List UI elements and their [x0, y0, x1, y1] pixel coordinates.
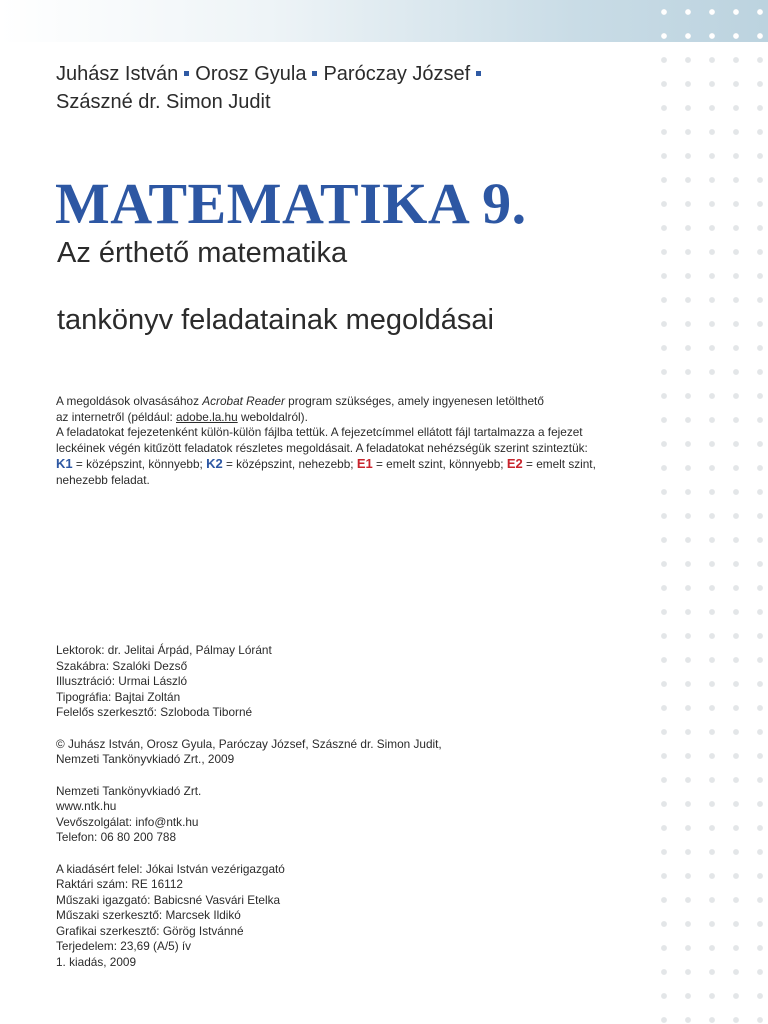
adobe-link[interactable]: adobe.la.hu — [176, 409, 238, 424]
imprint-line: Grafikai szerkesztő: Görög Istvánné — [56, 923, 244, 938]
level-k2-label: K2 — [206, 456, 223, 471]
credit-line: Szakábra: Szalóki Dezső — [56, 658, 188, 673]
author-name: Szászné dr. Simon Judit — [56, 91, 271, 113]
credit-line: Lektorok: dr. Jelitai Árpád, Pálmay Lóránt — [56, 643, 272, 657]
spacer — [56, 846, 442, 862]
intro-text: A feladatokat fejezetenként külön-külön fájlba tettük. A fejezetcímmel ellátott fájl tartalmazza a fejezet — [56, 425, 583, 439]
intro-text: leckéinek végén kitűzött feladatok részletes megoldásait. A feladatokat nehézségük szerint szinteztük: — [56, 440, 588, 455]
author-name: Juhász István — [56, 63, 179, 85]
separator-square-icon — [312, 71, 317, 76]
separator-square-icon — [184, 71, 189, 76]
imprint-line: Műszaki szerkesztő: Marcsek Ildikó — [56, 908, 241, 922]
spacer — [56, 721, 442, 737]
intro-text: az internetről (például: — [56, 409, 177, 424]
acrobat-reader-text: Acrobat Reader — [202, 394, 285, 408]
authors-block — [56, 60, 487, 116]
book-subtitle-line1: Az érthető matematika — [57, 237, 348, 269]
copyright-line: © Juhász István, Orosz Gyula, Paróczay József, Szászné dr. Simon Judit, — [56, 736, 442, 751]
spacer — [56, 768, 442, 784]
level-e2-label: E2 — [506, 456, 523, 471]
intro-text: weboldalról). — [237, 409, 308, 424]
publisher-website[interactable]: www.ntk.hu — [56, 799, 117, 813]
publisher-phone: Telefon: 06 80 200 788 — [56, 830, 177, 844]
imprint-line: 1. kiadás, 2009 — [56, 954, 137, 969]
credit-line: Illusztráció: Urmai László — [56, 674, 188, 688]
decorative-dot-pattern — [652, 0, 768, 1024]
level-e2-text: = emelt szint, — [522, 457, 596, 471]
separator-square-icon — [476, 71, 481, 76]
credit-line: Felelős szerkesztő: Szloboda Tiborné — [56, 705, 253, 719]
imprint-line: Műszaki igazgató: Babicsné Vasvári Etelka — [56, 892, 281, 907]
decorative-top-dots — [652, 0, 768, 42]
level-k1-text: = középszint, könnyebb; — [72, 457, 207, 471]
level-e1-label: E1 — [356, 456, 373, 471]
author-name: Paróczay József — [323, 63, 471, 85]
book-title: MATEMATIKA 9. — [55, 171, 527, 236]
intro-text: program szükséges, amely ingyenesen letölthető — [284, 394, 544, 408]
credits-block — [56, 643, 442, 970]
imprint-line: A kiadásért felel: Jókai István vezérigazgató — [56, 861, 285, 876]
credit-line: Tipográfia: Bajtai Zoltán — [56, 689, 181, 704]
level-e1-text: = emelt szint, könnyebb; — [372, 457, 507, 471]
level-k1-label: K1 — [56, 456, 73, 471]
intro-text: A megoldások olvasásához — [56, 394, 203, 408]
imprint-line: Terjedelem: 23,69 (A/5) ív — [56, 939, 192, 953]
publisher-line: Nemzeti Tankönyvkiadó Zrt. — [56, 783, 202, 798]
author-name: Orosz Gyula — [195, 63, 307, 85]
intro-paragraph — [56, 394, 656, 488]
publisher-email[interactable]: Vevőszolgálat: info@ntk.hu — [56, 814, 199, 829]
imprint-line: Raktári szám: RE 16112 — [56, 877, 183, 891]
book-subtitle-line2: tankönyv feladatainak megoldásai — [57, 304, 494, 336]
level-k2-text: = középszint, nehezebb; — [222, 457, 357, 471]
copyright-line: Nemzeti Tankönyvkiadó Zrt., 2009 — [56, 752, 235, 766]
intro-text: nehezebb feladat. — [56, 472, 150, 487]
